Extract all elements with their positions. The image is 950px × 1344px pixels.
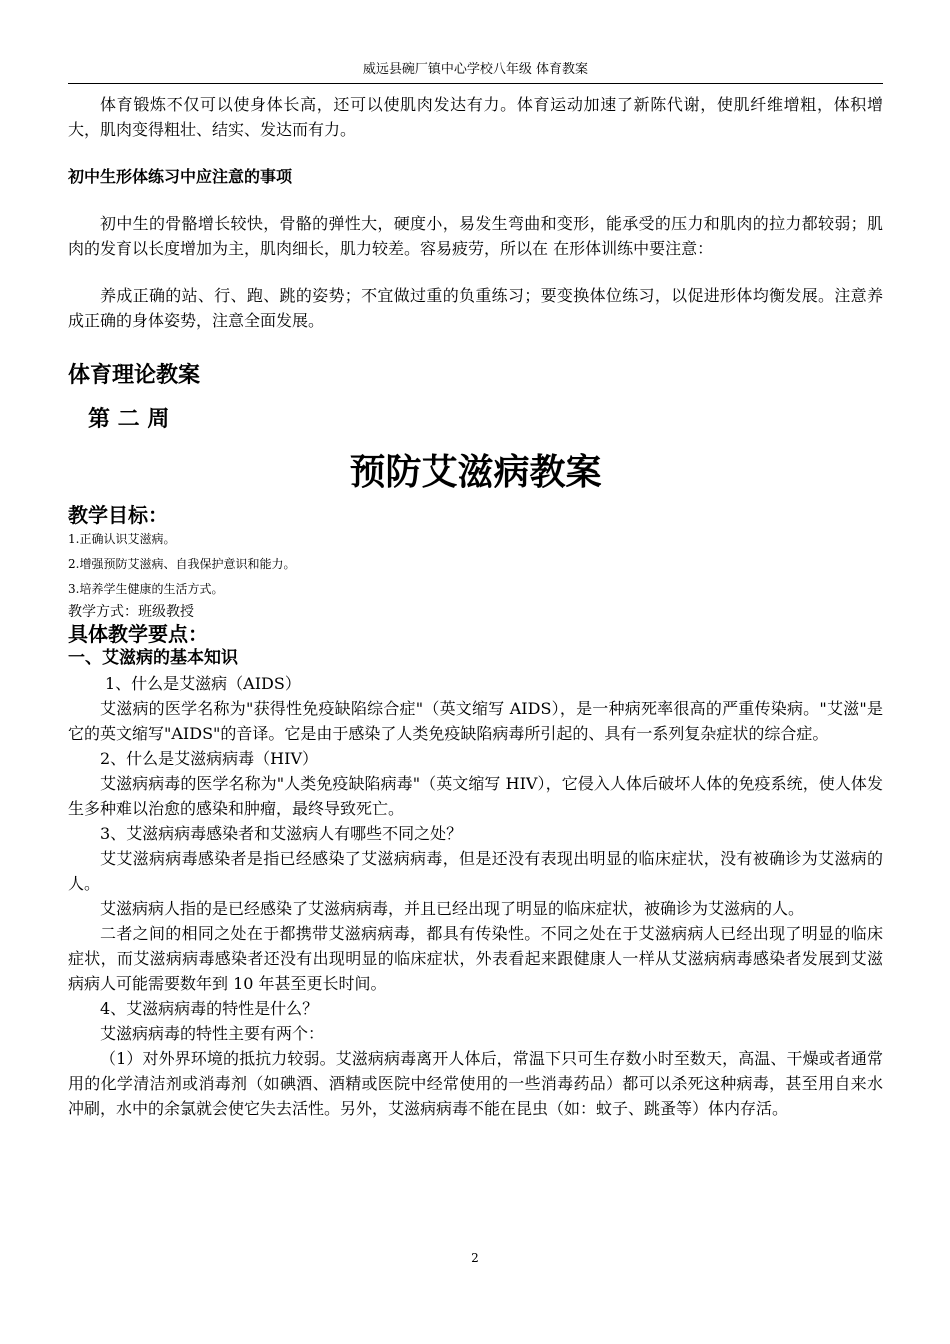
answer-2: 艾滋病病毒的医学名称为"人类免疫缺陷病毒"（英文缩写 HIV），它侵入人体后破坏人体的免疫系统，使人体发生多种难以治愈的感染和肿瘤，最终导致死亡。 — [68, 774, 883, 818]
points-heading: 具体教学要点： — [68, 622, 208, 646]
header-rule — [68, 83, 883, 84]
week-label: 第 二 周 — [88, 407, 170, 432]
goal-item: 1.正确认识艾滋病。 — [68, 532, 176, 546]
question-4: 4、艾滋病病毒的特性是什么？ — [100, 999, 319, 1018]
teaching-method: 教学方式：班级教授 — [68, 604, 194, 620]
intro-heading: 初中生形体练习中应注意的事项 — [68, 167, 293, 186]
section-title: 体育理论教案 — [68, 363, 201, 388]
answer-4-intro: 艾滋病病毒的特性主要有两个： — [100, 1024, 325, 1043]
intro-paragraph-1: 体育锻炼不仅可以使身体长高，还可以使肌肉发达有力。体育运动加速了新陈代谢，使肌纤维增粗，体积增大，肌肉变得粗壮、结实、发达而有力。 — [68, 95, 883, 139]
question-3: 3、艾滋病病毒感染者和艾滋病人有哪些不同之处？ — [100, 824, 463, 843]
intro-paragraph-3: 养成正确的站、行、跑、跳的姿势；不宜做过重的负重练习；要变换体位练习，以促进形体均衡发展。注意养成正确的身体姿势，注意全面发展。 — [68, 286, 883, 330]
intro-paragraph-2: 初中生的骨骼增长较快，骨骼的弹性大，硬度小，易发生弯曲和变形，能承受的压力和肌肉的拉力都较弱；肌肉的发育以长度增加为主，肌肉细长，肌力较差。容易疲劳，所以在 在形体训练中要注意： — [68, 214, 883, 258]
answer-1: 艾滋病的医学名称为"获得性免疫缺陷综合症"（英文缩写 AIDS），是一种病死率很高的严重传染病。"艾滋"是它的英文缩写"AIDS"的音译。它是由于感染了人类免疫缺陷病毒所引起的、具有一系列复杂症状的综合症。 — [68, 699, 883, 743]
answer-3-part-3: 二者之间的相同之处在于都携带艾滋病病毒，都具有传染性。不同之处在于艾滋病病人已经出现了明显的临床症状，而艾滋病病毒感染者还没有出现明显的临床症状，外表看起来跟健康人一样从艾滋病病毒感染者发展到艾滋病病人可能需要数年到 10 年甚至更长时间。 — [68, 924, 883, 993]
question-1: 1、什么是艾滋病（AIDS） — [105, 674, 301, 693]
lesson-title: 预防艾滋病教案 — [349, 452, 602, 493]
page-content — [68, 92, 883, 1121]
goal-item: 3.培养学生健康的生活方式。 — [68, 582, 224, 596]
part1-heading: 一、艾滋病的基本知识 — [68, 648, 238, 668]
answer-3-part-2: 艾滋病病人指的是已经感染了艾滋病病毒，并且已经出现了明显的临床症状，被确诊为艾滋病的人。 — [100, 899, 805, 918]
page-header: 威远县碗厂镇中心学校八年级 体育教案 — [362, 62, 589, 77]
page-number: 2 — [471, 1251, 479, 1265]
question-2: 2、什么是艾滋病病毒（HIV） — [100, 749, 319, 768]
goals-heading: 教学目标： — [68, 503, 168, 527]
answer-4-point-1: （1）对外界环境的抵抗力较弱。艾滋病病毒离开人体后，常温下只可生存数小时至数天，高温、干燥或者通常用的化学清洁剂或消毒剂（如碘酒、酒精或医院中经常使用的一些消毒药品）都可以杀死这种病毒，甚至用自来水冲刷，水中的余氯就会使它失去活性。另外，艾滋病病毒不能在昆虫（如：蚊子、跳蚤等）体内存活。 — [68, 1049, 883, 1118]
answer-3-part-1: 艾艾滋病病毒感染者是指已经感染了艾滋病病毒，但是还没有表现出明显的临床症状，没有被确诊为艾滋病的人。 — [68, 849, 883, 893]
goal-item: 2.增强预防艾滋病、自我保护意识和能力。 — [68, 557, 296, 571]
